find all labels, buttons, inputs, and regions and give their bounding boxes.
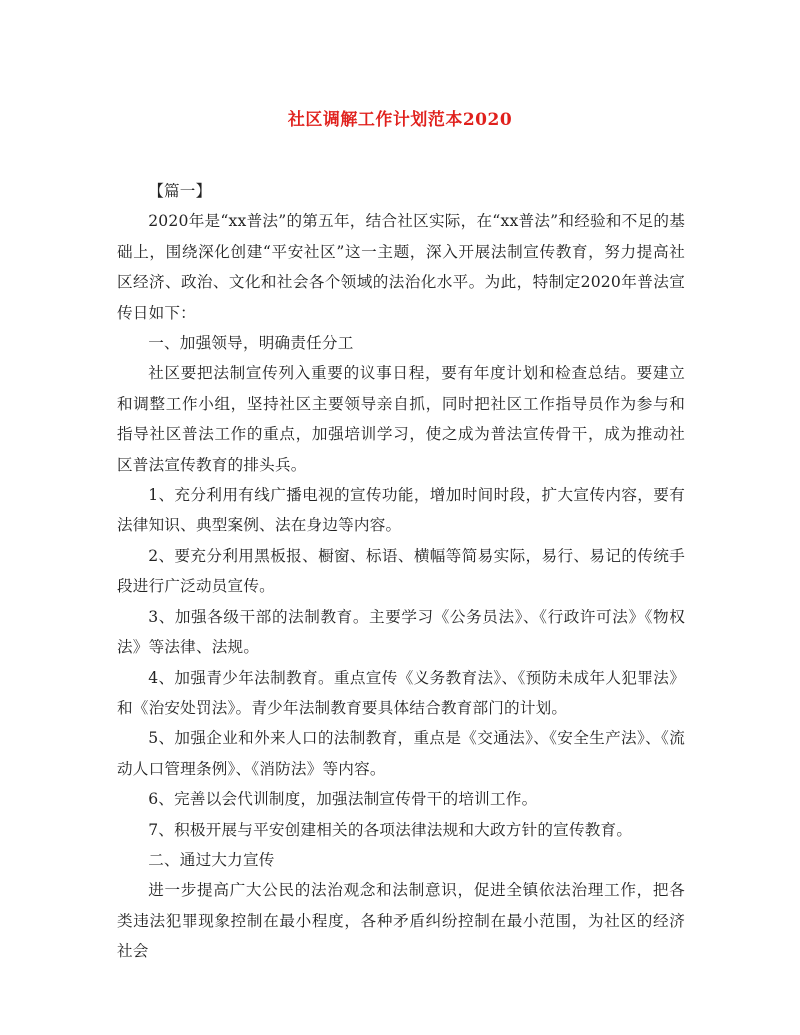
list-item-6: 6、完善以会代训制度，加强法制宣传骨干的培训工作。 — [148, 790, 538, 809]
paragraph-leadership: 社区要把法制宣传列入重要的议事日程，要有年度计划和检查总结。要建立和调整工作小组，坚持社区主要领导亲自抓，同时把社区工作指导员作为参与和指导社区普法工作的重点，加强培训学习，使之成为普法宣传骨干，成为推动社区普法宣传教育的排头兵。 — [117, 364, 685, 474]
list-item-1: 1、充分利用有线广播电视的宣传功能，增加时间时段，扩大宣传内容，要有法律知识、典型案例、法在身边等内容。 — [117, 486, 685, 535]
paragraph-intro: 2020年是“xx普法”的第五年，结合社区实际，在“xx普法”和经验和不足的基础上，围绕深化创建“平安社区”这一主题，深入开展法制宣传教育，努力提高社区经济、政治、文化和社会各个领域的法治化水平。为此，特制定2020年普法宣传日如下： — [117, 212, 685, 322]
list-item-3: 3、加强各级干部的法制教育。主要学习《公务员法》、《行政许可法》《物权法》等法律、法规。 — [117, 607, 685, 657]
heading-leadership: 一、加强领导，明确责任分工 — [148, 334, 354, 353]
list-item-2: 2、要充分利用黑板报、橱窗、标语、横幅等简易实际，易行、易记的传统手段进行广泛动员宣传。 — [117, 546, 685, 596]
paragraph-publicity: 进一步提高广大公民的法治观念和法制意识，促进全镇依法治理工作，把各类违法犯罪现象控制在最小程度，各种矛盾纠纷控制在最小范围，为社区的经济社会 — [117, 881, 685, 961]
list-item-5: 5、加强企业和外来人口的法制教育，重点是《交通法》、《安全生产法》、《流动人口管理条例》、《消防法》等内容。 — [117, 729, 685, 778]
list-item-4: 4、加强青少年法制教育。重点宣传《义务教育法》、《预防未成年人犯罪法》和《治安处罚法》。青少年法制教育要具体结合教育部门的计划。 — [117, 668, 685, 717]
section-tag: 【篇一】 — [148, 182, 212, 200]
document-body — [117, 176, 685, 967]
list-item-7: 7、积极开展与平安创建相关的各项法律法规和大政方针的宣传教育。 — [148, 820, 633, 839]
document-title: 社区调解工作计划范本2020 — [287, 110, 513, 130]
heading-publicity: 二、通过大力宣传 — [148, 850, 275, 869]
